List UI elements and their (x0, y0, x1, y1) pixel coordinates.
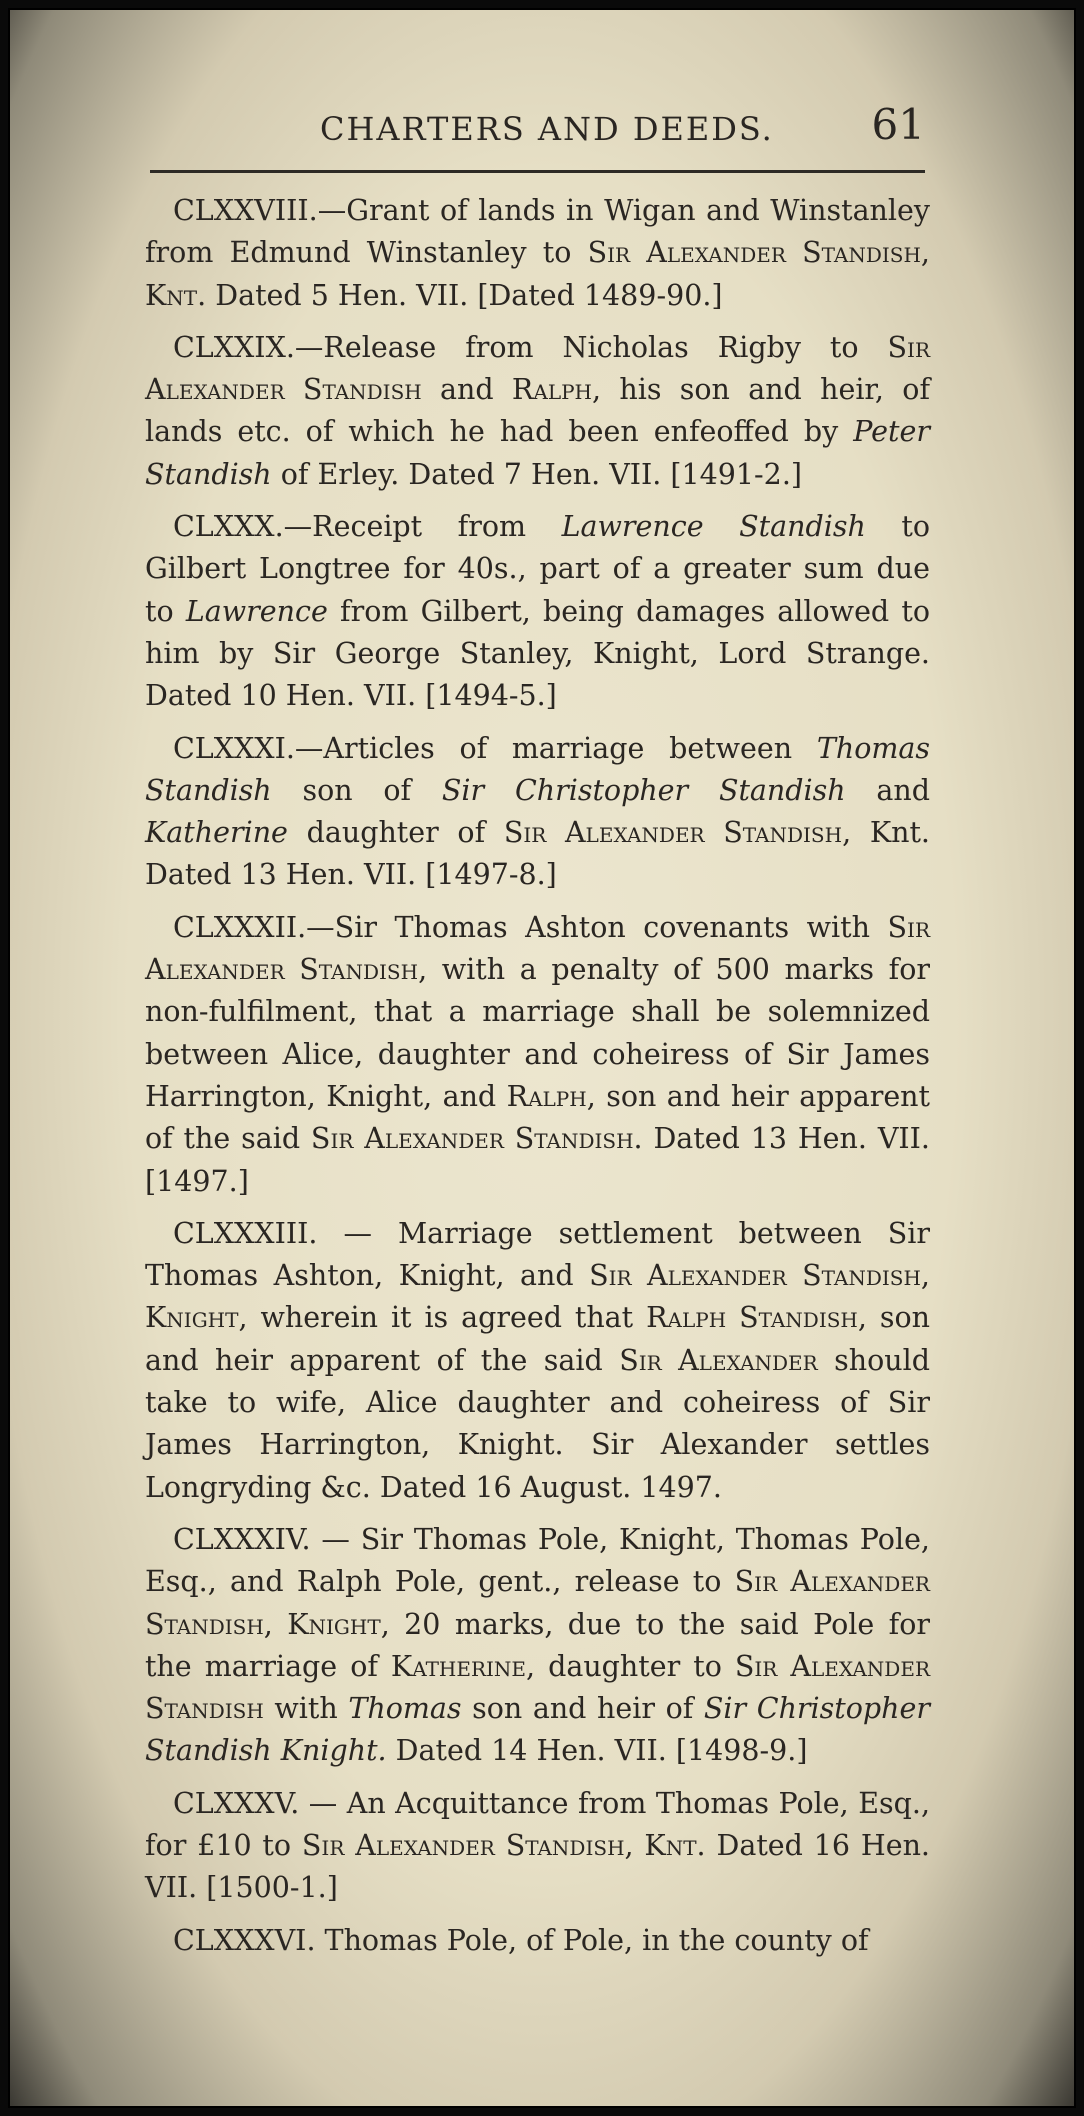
name-small-caps: Sir Alexander Standish (145, 1649, 930, 1726)
name-italic: Lawrence Standish (561, 510, 866, 544)
name-small-caps: Sir Alexander Standish (503, 816, 843, 850)
entry-text: CLXXVIII.—Grant of lands in Wigan and Winstanley from Edmund Winstanley to (145, 194, 930, 270)
page-header (150, 100, 925, 160)
entry-text: son and heir of (461, 1692, 704, 1726)
page-frame (8, 8, 1076, 2108)
entry-text: , his son and heir, of lands etc. of which he had been enfeoffed by (145, 373, 930, 449)
book-page (8, 8, 1076, 2108)
entry-text: CLXXXI.—Articles of marriage between (173, 731, 817, 765)
name-small-caps: Ralph Standish (646, 1301, 858, 1335)
entry-text: CLXXXIV. — Sir Thomas Pole, Knight, Thomas Pole, Esq., and Ralph Pole, gent., release to (145, 1522, 930, 1599)
entry-text: of Erley. Dated 7 Hen. VII. [1491-2.] (271, 457, 802, 491)
entry-text: . Dated 13 Hen. VII. [1497.] (145, 1122, 930, 1198)
entry-text: and (845, 773, 931, 807)
entry-clxxxv (145, 1783, 930, 1910)
entry-clxxxvi (145, 1920, 930, 1962)
entry-text: CLXXXVI. Thomas Pole, of Pole, in the county of (173, 1923, 869, 1957)
running-title: CHARTERS AND DEEDS. (320, 110, 774, 148)
name-small-caps: Sir Alexander Standish (310, 1122, 634, 1156)
entry-text: Dated 14 Hen. VII. [1498-9.] (386, 1734, 808, 1768)
entry-clxxx (145, 506, 930, 717)
entry-text: , Knt. Dated 13 Hen. VII. [1497-8.] (145, 816, 930, 892)
entry-text: CLXXIX.—Release from Nicholas Rigby to (173, 330, 888, 364)
entry-text: CLXXXII.—Sir Thomas Ashton covenants with (173, 910, 888, 944)
entry-clxxxiii (145, 1213, 930, 1509)
entry-text: should take to wife, Alice daughter and coheiress of Sir James Harrington, Knight. Sir Alexander settles Longryding &c. Dated 16 August. 1497. (145, 1343, 930, 1504)
entry-text: son of (271, 773, 442, 807)
entry-text: CLXXX.—Receipt from (173, 510, 562, 544)
name-small-caps: Ralph (511, 373, 593, 407)
entry-text: , daughter to (526, 1649, 735, 1683)
entry-text: Dated 5 Hen. VII. [Dated 1489-90.] (206, 278, 723, 312)
name-italic: Sir Christopher Standish Knight. (145, 1692, 930, 1768)
entry-text: to Gilbert Longtree for 40s., part of a greater sum due to (145, 510, 930, 628)
entry-clxxviii (145, 190, 930, 317)
entry-clxxxi (145, 728, 930, 897)
name-italic: Thomas Standish (145, 731, 930, 807)
entry-clxxix (145, 327, 930, 496)
name-italic: Peter Standish (145, 415, 930, 491)
entry-text: CLXXXIII. — Marriage settlement between Sir Thomas Ashton, Knight, and (145, 1216, 930, 1293)
entry-text: Dated 16 Hen. VII. [1500-1.] (145, 1828, 930, 1905)
entry-text: , wherein it is agreed that (238, 1301, 647, 1335)
entry-clxxxiv (145, 1519, 930, 1773)
name-small-caps: Sir Alexander Standish, Knight (145, 1259, 930, 1335)
name-small-caps: Sir Alexander Standish, Knt. (145, 236, 930, 312)
entry-text: and (421, 373, 512, 407)
name-small-caps: Sir Alexander (619, 1343, 818, 1377)
name-small-caps: Sir Alexander Standish, Knight (145, 1565, 930, 1641)
entry-clxxxii (145, 907, 930, 1203)
name-italic: Katherine (145, 816, 288, 850)
page-number: 61 (871, 100, 925, 149)
entry-text: CLXXXV. — An Acquittance from Thomas Pole, Esq., for £10 to (145, 1786, 930, 1862)
header-rule (150, 170, 925, 173)
name-small-caps: Ralph (506, 1079, 587, 1113)
entry-text: with (263, 1692, 349, 1726)
name-small-caps: Sir Alexander Standish (145, 910, 930, 987)
name-italic: Thomas (348, 1692, 462, 1726)
entry-text: daughter of (287, 816, 504, 850)
entry-text: , son and heir apparent of the said (145, 1079, 930, 1156)
entry-text: , 20 marks, due to the said Pole for the marriage of (145, 1607, 930, 1683)
name-small-caps: Sir Alexander Standish, Knt. (301, 1828, 706, 1862)
name-italic: Lawrence (185, 594, 328, 628)
name-small-caps: Katherine (390, 1649, 527, 1683)
entry-text: from Gilbert, being damages allowed to him by Sir George Stanley, Knight, Lord Strange. Dated 10 Hen. VII. [1494-5.] (145, 594, 931, 713)
entry-text: , with a penalty of 500 marks for non-fulfilment, that a marriage shall be solemnized between Alice, daughter and coheiress of Sir James Harrington, Knight, and (145, 953, 930, 1113)
name-italic: Sir Christopher Standish (441, 773, 846, 807)
name-small-caps: Sir Alexander Standish (145, 330, 930, 407)
body-text (145, 190, 930, 1962)
entry-text: , son and heir apparent of the said (145, 1301, 931, 1377)
